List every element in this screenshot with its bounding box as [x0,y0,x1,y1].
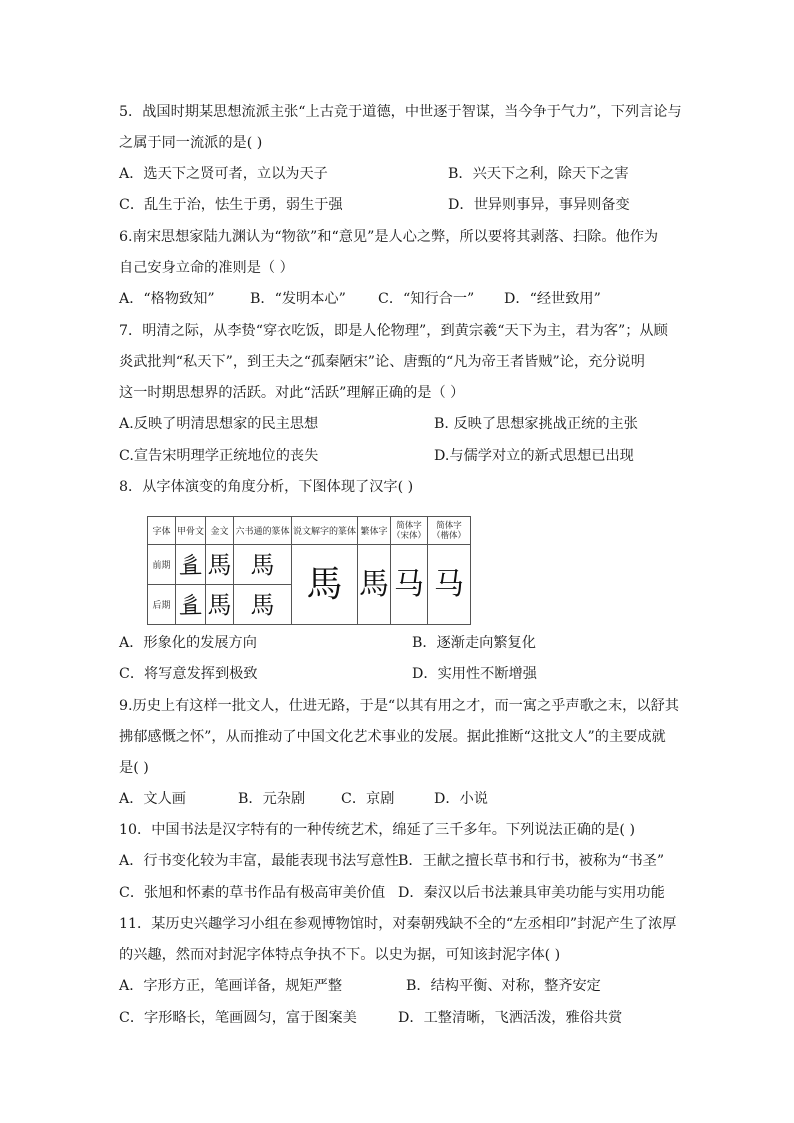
q10-option-b: B．王献之擅长草书和行书，被称为“书圣” [398,853,665,869]
q8-option-a: A．形象化的发展方向 [119,635,257,651]
q6-option-a: A．“格物致知” [119,291,215,307]
q9-option-a: A．文人画 [119,791,186,807]
character-evolution-table [147,516,470,624]
header-oracle-bone: 甲骨文 [176,517,206,545]
glyph-simplified-kai: 马 [428,545,471,625]
q11-option-c: C．字形略长，笔画圆匀，富于图案美 [119,1010,357,1026]
q5-option-c: C．乱生于治，怯生于勇，弱生于强 [119,197,343,213]
q6-option-d: D．“经世致用” [504,291,601,307]
header-traditional: 繁体字 [358,517,391,545]
q7-option-a: A.反映了明清思想家的民主思想 [119,416,319,432]
q6-option-c: C．“知行合一” [378,291,475,307]
q11-stem-line2: 的兴趣，然而对封泥字体特点争执不下。以史为据，可知该封泥字体( ) [119,947,561,963]
q8-option-c: C．将写意发挥到极致 [119,666,258,682]
glyph-simplified-song: 马 [391,545,428,625]
q7-stem-line3: 这一时期思想界的活跃。对此“活跃”理解正确的是（ ） [119,385,465,401]
q5-stem-line2: 之属于同一流派的是( ) [119,135,263,151]
q7-option-c: C.宣告宋明理学正统地位的丧失 [119,448,319,464]
header-bronze: 金文 [206,517,234,545]
q5-stem-line1: 5．战国时期某思想流派主张“上古竞于道德，中世逐于智谋，当今争于气力”，下列言论与 [119,104,682,120]
q8-option-d: D．实用性不断增强 [412,666,537,682]
glyph-bronze-late: 馬 [206,585,234,625]
q9-option-b: B．元杂剧 [238,791,306,807]
q9-stem-line1: 9.历史上有这样一批文人，仕进无路，于是“以其有用之才，而一寓之乎声歌之末，以舒其 [119,698,679,714]
q7-stem-line2: 炎武批判“私天下”，到王夫之“孤秦陋宋”论、唐甄的“凡为帝王者皆贼”论，充分说明 [119,354,645,370]
q5-option-a: A．选天下之贤可者，立以为天子 [119,166,328,182]
glyph-traditional: 馬 [358,545,391,625]
q5-option-b: B．兴天下之利，除天下之害 [448,166,629,182]
q7-stem-line1: 7．明清之际，从李贽“穿衣吃饭，即是人伦物理”，到黄宗羲“天下为主，君为客”；从顾 [119,323,668,339]
glyph-shuowen-seal: 馬 [292,545,358,625]
glyph-liushu-early: 馬 [234,545,292,585]
glyph-bronze-early: 馬 [206,545,234,585]
q5-option-d: D．世异则事异，事异则备变 [448,197,630,213]
header-simplified-song: 简体字 （宋体） [391,517,428,545]
glyph-oracle-late: 𢒉 [176,585,206,625]
q7-option-b: B. 反映了思想家挑战正统的主张 [434,416,638,432]
row-label-early: 前期 [148,545,176,585]
header-shuowen-seal: 说文解字的篆体 [292,517,358,545]
glyph-liushu-late: 馬 [234,585,292,625]
header-simplified-kai: 简体字 （楷体） [428,517,471,545]
q7-option-d: D.与儒学对立的新式思想已出现 [434,448,634,464]
q10-stem-line1: 10．中国书法是汉字特有的一种传统艺术，绵延了三千多年。下列说法正确的是( ) [119,822,636,838]
q8-stem-line1: 8．从字体演变的角度分析，下图体现了汉字( ) [119,479,414,495]
row-label-late: 后期 [148,585,176,625]
q11-option-b: B．结构平衡、对称，整齐安定 [406,978,601,994]
q10-option-d: D．秦汉以后书法兼具审美功能与实用功能 [398,885,665,901]
header-script: 字体 [148,517,176,545]
header-liushutong-seal: 六书通的篆体 [234,517,292,545]
q6-stem-line1: 6.南宋思想家陆九渊认为“物欲”和“意见”是人心之弊，所以要将其剥落、扫除。他作为 [119,229,659,245]
q11-option-d: D．工整清晰，飞洒活泼，雅俗共赏 [398,1010,623,1026]
q9-option-d: D．小说 [434,791,488,807]
q9-stem-line3: 是( ) [119,760,149,776]
q11-option-a: A．字形方正，笔画详备，规矩严整 [119,978,343,994]
q10-option-c: C．张旭和怀素的草书作品有极高审美价值 [119,885,386,901]
q6-stem-line2: 自己安身立命的准则是（ ） [119,260,294,276]
q9-stem-line2: 拂郁感慨之怀”，从而推动了中国文化艺术事业的发展。据此推断“这批文人”的主要成就 [119,729,666,745]
q9-option-c: C．京剧 [341,791,395,807]
q6-option-b: B．“发明本心” [250,291,346,307]
q10-option-a: A．行书变化较为丰富，最能表现书法写意性 [119,853,399,869]
q11-stem-line1: 11．某历史兴趣学习小组在参观博物馆时，对秦朝残缺不全的“左丞相印”封泥产生了浓厚 [119,916,677,932]
glyph-oracle-early: 𢒉 [176,545,206,585]
q8-option-b: B．逐渐走向繁复化 [412,635,536,651]
